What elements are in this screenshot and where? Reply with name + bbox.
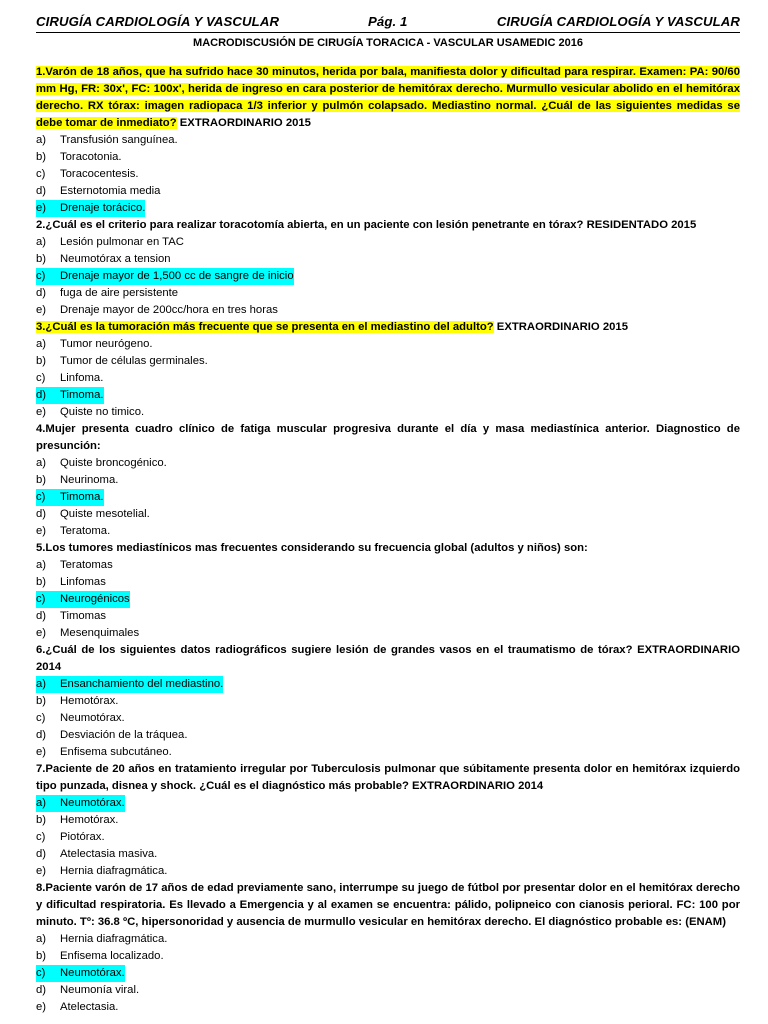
option-letter: e): [36, 525, 47, 537]
answer-option: [36, 404, 740, 421]
question-block: [36, 540, 740, 642]
question-block: [36, 217, 740, 319]
option-text: Quiste no timico.: [60, 406, 145, 418]
document-page: [36, 14, 740, 1016]
question-text: 5.Los tumores mediastínicos mas frecuentes considerando su frecuencia global (adultos y niños) son:: [36, 542, 588, 554]
option-letter: c): [36, 372, 46, 384]
option-text: Neumotórax.: [60, 712, 125, 724]
answer-option-correct: [36, 268, 740, 285]
question-text: 2.¿Cuál es el criterio para realizar toracotomía abierta, en un paciente con lesión penetrante en tórax?: [36, 219, 584, 231]
question-stem: [36, 540, 740, 557]
option-letter: a): [36, 676, 60, 693]
option-letter: b): [36, 151, 47, 163]
answer-option: [36, 149, 740, 166]
option-letter: b): [36, 695, 47, 707]
option-text: Transfusión sanguínea.: [60, 134, 178, 146]
answer-option-correct: [36, 387, 740, 404]
question-stem: [36, 64, 740, 132]
option-letter: e): [36, 865, 47, 877]
option-text: Enfisema localizado.: [60, 950, 164, 962]
answer-option: [36, 999, 740, 1016]
answer-option: [36, 251, 740, 268]
option-text: Tumor neurógeno.: [60, 338, 153, 350]
option-letter: d): [36, 984, 47, 996]
answer-option: [36, 846, 740, 863]
option-text: Hemotórax.: [60, 814, 119, 826]
option-text: Tumor de células germinales.: [60, 355, 208, 367]
answer-option: [36, 574, 740, 591]
option-text: Toracotonia.: [60, 151, 122, 163]
question-source: RESIDENTADO 2015: [583, 219, 697, 231]
answer-option: [36, 948, 740, 965]
option-text: Piotórax.: [60, 831, 105, 843]
option-letter: a): [36, 933, 47, 945]
question-block: [36, 64, 740, 217]
question-source: EXTRAORDINARIO 2014: [36, 644, 740, 673]
option-letter: c): [36, 268, 60, 285]
answer-option: [36, 353, 740, 370]
question-text: 1.Varón de 18 años, que ha sufrido hace 30 minutos, herida por bala, manifiesta dolor y dificultad para respirar. Examen: PA: 90/60 mm Hg, FR: 30x', FC: 100x', herida de ingreso en cara posterior de hemitórax derecho. Murmullo vesicular abolido en el hemitórax derecho. RX tórax: imagen radiopaca 1/3 inferior y pulmón colapsado. Mediastino normal. ¿Cuál de las siguientes medidas se debe tomar de inmediato?: [36, 66, 740, 129]
option-letter: a): [36, 338, 47, 350]
option-text: Quiste broncogénico.: [60, 457, 167, 469]
option-letter: d): [36, 185, 47, 197]
option-letter: c): [36, 489, 60, 506]
question-block: [36, 319, 740, 421]
option-text: Hemotórax.: [60, 695, 119, 707]
answer-option: [36, 931, 740, 948]
question-stem: [36, 319, 740, 336]
question-text: 7.Paciente de 20 años en tratamiento irregular por Tuberculosis pulmonar que súbitamente presenta dolor en hemitórax izquierdo tipo punzada, disnea y shock. ¿Cuál es el diagnóstico más probable?: [36, 763, 740, 792]
answer-option: [36, 557, 740, 574]
option-letter: e): [36, 1001, 47, 1013]
answer-option-correct: [36, 591, 740, 608]
question-stem: [36, 642, 740, 676]
header-page-number: Pág. 1: [368, 14, 408, 29]
question-block: [36, 761, 740, 880]
option-letter: b): [36, 950, 47, 962]
option-letter: d): [36, 729, 47, 741]
option-text: Drenaje torácico.: [60, 200, 145, 217]
option-text: Toracocentesis.: [60, 168, 139, 180]
question-block: [36, 421, 740, 540]
answer-option-correct: [36, 489, 740, 506]
option-text: Hernia diafragmática.: [60, 865, 168, 877]
answer-option-correct: [36, 200, 740, 217]
answer-option: [36, 370, 740, 387]
option-text: fuga de aire persistente: [60, 287, 179, 299]
option-letter: a): [36, 134, 47, 146]
question-block: [36, 880, 740, 1016]
option-text: Neumotórax.: [60, 965, 125, 982]
option-text: Enfisema subcutáneo.: [60, 746, 172, 758]
question-source: EXTRAORDINARIO 2015: [493, 321, 628, 333]
option-text: Desviación de la tráquea.: [60, 729, 188, 741]
answer-option: [36, 336, 740, 353]
answer-option: [36, 302, 740, 319]
question-text: 3.¿Cuál es la tumoración más frecuente que se presenta en el mediastino del adulto?: [36, 321, 494, 333]
answer-option-correct: [36, 676, 740, 693]
option-letter: e): [36, 200, 60, 217]
option-letter: a): [36, 236, 47, 248]
option-letter: d): [36, 610, 47, 622]
answer-option: [36, 234, 740, 251]
option-text: Linfoma.: [60, 372, 104, 384]
question-stem: [36, 880, 740, 931]
header-left: CIRUGÍA CARDIOLOGÍA Y VASCULAR: [36, 14, 280, 29]
option-letter: d): [36, 508, 47, 520]
option-text: Esternotomia media: [60, 185, 161, 197]
option-text: Teratoma.: [60, 525, 111, 537]
option-letter: e): [36, 746, 47, 758]
answer-option: [36, 829, 740, 846]
option-text: Lesión pulmonar en TAC: [60, 236, 184, 248]
option-text: Linfomas: [60, 576, 106, 588]
answer-option: [36, 812, 740, 829]
option-letter: b): [36, 474, 47, 486]
header-right: CIRUGÍA CARDIOLOGÍA Y VASCULAR: [496, 14, 740, 29]
option-text: Drenaje mayor de 1,500 cc de sangre de inicio: [60, 268, 294, 285]
answer-option-correct: [36, 795, 740, 812]
answer-option: [36, 506, 740, 523]
answer-option: [36, 710, 740, 727]
option-letter: d): [36, 848, 47, 860]
question-stem: [36, 217, 740, 234]
option-letter: c): [36, 591, 60, 608]
option-letter: c): [36, 168, 46, 180]
option-letter: e): [36, 406, 47, 418]
answer-option: [36, 183, 740, 200]
option-text: Neumotórax.: [60, 795, 125, 812]
answer-option: [36, 625, 740, 642]
option-text: Timoma.: [60, 489, 104, 506]
question-text: 4.Mujer presenta cuadro clínico de fatiga muscular progresiva durante el día y masa mediastínica anterior. Diagnostico de presunción:: [36, 423, 740, 452]
question-stem: [36, 761, 740, 795]
question-text: 8.Paciente varón de 17 años de edad previamente sano, interrumpe su juego de fútbol por presentar dolor en el hemitórax derecho y dificultad respiratoria. Es llevado a Emergencia y al examen se encuentra: pálido, polipneico con cianosis perioral. FC: 100 por minuto. Tº: 36.8 ºC, hipersonoridad y ausencia de murmullo vesicular en hemitórax derecho. El diagnóstico probable es: (ENAM): [36, 882, 740, 928]
answer-option: [36, 744, 740, 761]
option-letter: a): [36, 457, 47, 469]
page-header: [36, 14, 740, 33]
question-text: 6.¿Cuál de los siguientes datos radiográficos sugiere lesión de grandes vasos en el traumatismo de tórax?: [36, 644, 633, 656]
question-stem: [36, 421, 740, 455]
option-text: Ensanchamiento del mediastino.: [60, 676, 223, 693]
option-text: Timomas: [60, 610, 107, 622]
option-text: Timoma.: [60, 387, 104, 404]
option-letter: b): [36, 355, 47, 367]
option-letter: b): [36, 814, 47, 826]
option-letter: a): [36, 795, 60, 812]
option-text: Neurinoma.: [60, 474, 119, 486]
option-text: Drenaje mayor de 200cc/hora en tres horas: [60, 304, 278, 316]
question-source: EXTRAORDINARIO 2015: [176, 117, 311, 129]
option-text: Atelectasia.: [60, 1001, 119, 1013]
question-source: EXTRAORDINARIO 2014: [408, 780, 544, 792]
answer-option: [36, 982, 740, 999]
option-text: Atelectasia masiva.: [60, 848, 158, 860]
option-text: Hernia diafragmática.: [60, 933, 168, 945]
option-text: Neurogénicos: [60, 591, 130, 608]
option-letter: e): [36, 304, 47, 316]
option-letter: c): [36, 831, 46, 843]
answer-option: [36, 472, 740, 489]
option-letter: c): [36, 712, 46, 724]
answer-option: [36, 523, 740, 540]
option-text: Neumonía viral.: [60, 984, 140, 996]
answer-option: [36, 727, 740, 744]
answer-option: [36, 693, 740, 710]
option-text: Quiste mesotelial.: [60, 508, 150, 520]
option-text: Teratomas: [60, 559, 113, 571]
answer-option: [36, 863, 740, 880]
option-letter: d): [36, 287, 47, 299]
question-list: [36, 64, 740, 1016]
option-letter: a): [36, 559, 47, 571]
question-block: [36, 642, 740, 761]
answer-option: [36, 455, 740, 472]
option-text: Mesenquimales: [60, 627, 140, 639]
option-letter: d): [36, 387, 60, 404]
option-letter: b): [36, 576, 47, 588]
answer-option-correct: [36, 965, 740, 982]
answer-option: [36, 285, 740, 302]
option-letter: c): [36, 965, 60, 982]
answer-option: [36, 166, 740, 183]
option-letter: e): [36, 627, 47, 639]
answer-option: [36, 132, 740, 149]
option-text: Neumotórax a tension: [60, 253, 171, 265]
answer-option: [36, 608, 740, 625]
document-title: MACRODISCUSIÓN DE CIRUGÍA TORACICA - VASCULAR USAMEDIC 2016: [193, 37, 583, 49]
option-letter: b): [36, 253, 47, 265]
